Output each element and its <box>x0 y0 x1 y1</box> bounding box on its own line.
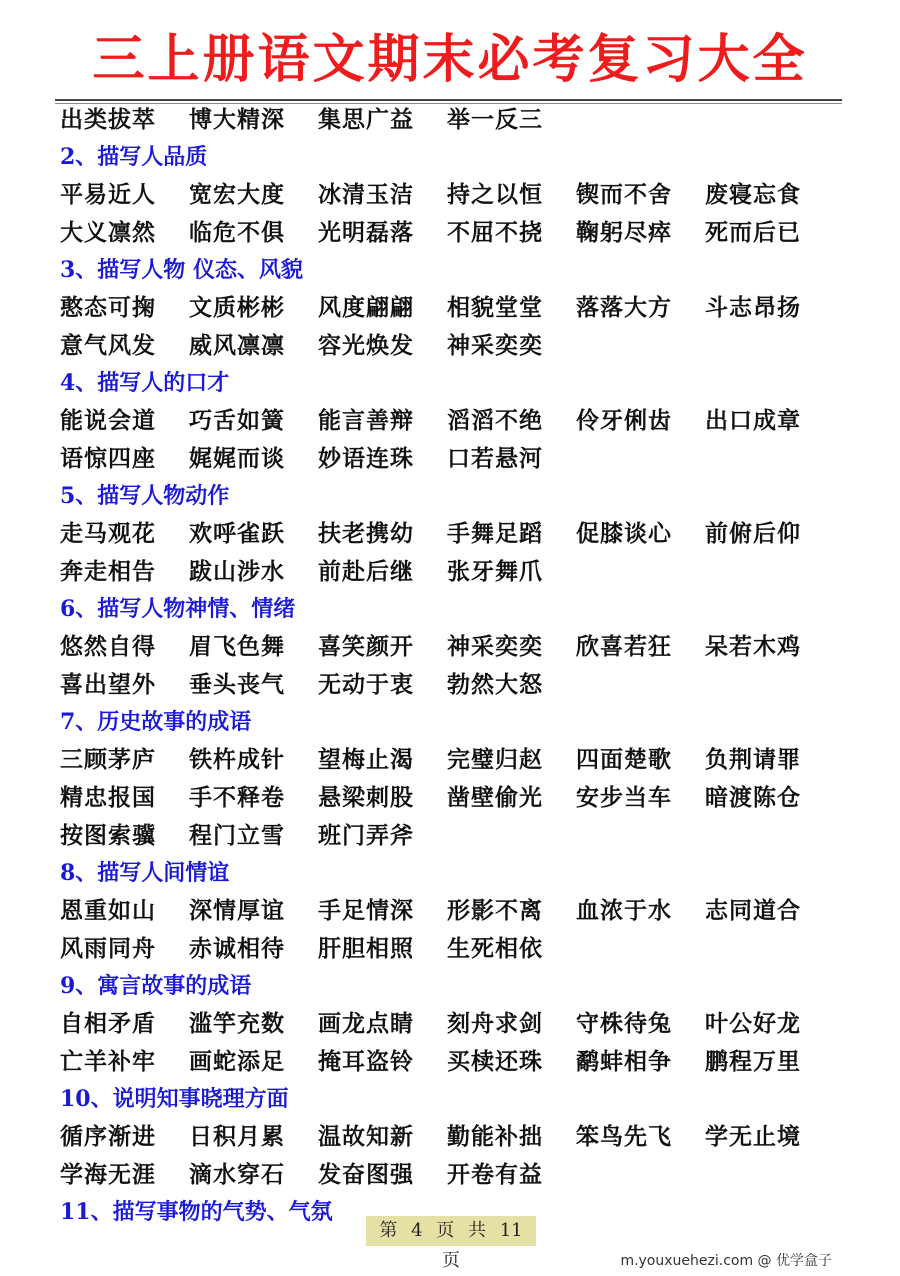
idiom: 刻舟求剑 <box>447 1010 543 1037</box>
idiom: 恩重如山 <box>60 897 156 924</box>
idiom: 暗渡陈仓 <box>705 784 801 811</box>
section-heading: 7、历史故事的成语 <box>60 709 252 735</box>
current-page-number: 4 <box>411 1220 423 1241</box>
idiom: 憨态可掬 <box>60 294 156 321</box>
idiom: 滔滔不绝 <box>447 407 543 434</box>
idiom: 画龙点睛 <box>318 1010 414 1037</box>
idiom: 走马观花 <box>60 520 156 547</box>
idiom-row <box>60 1043 860 1081</box>
section-heading: 10、说明知事晓理方面 <box>60 1086 289 1112</box>
idiom: 集思广益 <box>318 106 414 133</box>
idiom: 威风凛凛 <box>189 332 285 359</box>
idiom: 前赴后继 <box>318 558 414 585</box>
idiom: 自相矛盾 <box>60 1010 156 1037</box>
idiom: 扶老携幼 <box>318 520 414 547</box>
section <box>60 478 860 591</box>
idiom: 冰清玉洁 <box>318 181 414 208</box>
idiom-row <box>60 214 860 252</box>
idiom: 宽宏大度 <box>189 181 285 208</box>
idiom: 程门立雪 <box>189 822 285 849</box>
idiom-row <box>60 1005 860 1043</box>
section <box>60 855 860 968</box>
idiom: 平易近人 <box>60 181 156 208</box>
idiom-row <box>60 402 860 440</box>
idiom-row <box>60 892 860 930</box>
idiom: 手舞足蹈 <box>447 520 543 547</box>
section-heading: 11、描写事物的气势、气氛 <box>60 1199 333 1225</box>
idiom: 血浓于水 <box>576 897 672 924</box>
idiom: 勤能补拙 <box>447 1123 543 1150</box>
idiom: 语惊四座 <box>60 445 156 472</box>
page-text-page: 页 <box>436 1220 455 1241</box>
idiom: 学无止境 <box>705 1123 801 1150</box>
idiom: 能说会道 <box>60 407 156 434</box>
page-title: 三上册语文期末必考复习大全 <box>92 30 808 90</box>
idiom-row <box>60 1118 860 1156</box>
page-text-prefix: 第 <box>379 1220 398 1241</box>
idiom: 按图索骥 <box>60 822 156 849</box>
idiom: 形影不离 <box>447 897 543 924</box>
idiom: 斗志昂扬 <box>705 294 801 321</box>
idiom: 欢呼雀跃 <box>189 520 285 547</box>
section-heading: 9、寓言故事的成语 <box>60 973 252 999</box>
idiom: 喜笑颜开 <box>318 633 414 660</box>
idiom: 勃然大怒 <box>447 671 543 698</box>
idiom: 跋山涉水 <box>189 558 285 585</box>
idiom: 手不释卷 <box>189 784 285 811</box>
section <box>60 1081 860 1194</box>
idiom: 鞠躬尽瘁 <box>576 219 672 246</box>
idiom: 望梅止渴 <box>318 746 414 773</box>
idiom: 博大精深 <box>189 106 285 133</box>
section <box>60 968 860 1081</box>
page-indicator <box>366 1216 536 1271</box>
site-watermark: m.youxuehezi.com @ 优学盒子 <box>620 1253 832 1269</box>
idiom: 神采奕奕 <box>447 633 543 660</box>
idiom: 意气风发 <box>60 332 156 359</box>
idiom: 张牙舞爪 <box>447 558 543 585</box>
section-heading: 3、描写人物 仪态、风貌 <box>60 257 303 283</box>
idiom: 出口成章 <box>705 407 801 434</box>
idiom: 滴水穿石 <box>189 1161 285 1188</box>
idiom: 巧舌如簧 <box>189 407 285 434</box>
idiom: 容光焕发 <box>318 332 414 359</box>
total-pages-number: 11 <box>499 1220 523 1241</box>
idiom: 志同道合 <box>705 897 801 924</box>
idiom-row <box>60 817 860 855</box>
idiom: 肝胆相照 <box>318 935 414 962</box>
idiom: 赤诚相待 <box>189 935 285 962</box>
idiom: 口若悬河 <box>447 445 543 472</box>
idiom: 掩耳盗铃 <box>318 1048 414 1075</box>
idiom: 日积月累 <box>189 1123 285 1150</box>
idiom: 悬梁刺股 <box>318 784 414 811</box>
idiom: 悠然自得 <box>60 633 156 660</box>
idiom: 前俯后仰 <box>705 520 801 547</box>
idiom: 神采奕奕 <box>447 332 543 359</box>
idiom: 促膝谈心 <box>576 520 672 547</box>
idiom: 铁杵成针 <box>189 746 285 773</box>
section <box>60 365 860 478</box>
idiom-row <box>60 666 860 704</box>
idiom: 亡羊补牢 <box>60 1048 156 1075</box>
idiom-row <box>60 289 860 327</box>
idiom-list <box>60 101 860 1231</box>
idiom: 画蛇添足 <box>189 1048 285 1075</box>
idiom: 守株待兔 <box>576 1010 672 1037</box>
idiom: 四面楚歌 <box>576 746 672 773</box>
idiom: 垂头丧气 <box>189 671 285 698</box>
idiom-row <box>60 741 860 779</box>
section <box>60 704 860 855</box>
idiom: 呆若木鸡 <box>705 633 801 660</box>
section-heading: 2、描写人品质 <box>60 144 208 170</box>
idiom: 买椟还珠 <box>447 1048 543 1075</box>
section <box>60 252 860 365</box>
idiom: 欣喜若狂 <box>576 633 672 660</box>
idiom: 奔走相告 <box>60 558 156 585</box>
idiom: 开卷有益 <box>447 1161 543 1188</box>
idiom: 鹬蚌相争 <box>576 1048 672 1075</box>
idiom: 班门弄斧 <box>318 822 414 849</box>
idiom: 发奋图强 <box>318 1161 414 1188</box>
idiom: 无动于衷 <box>318 671 414 698</box>
idiom: 不屈不挠 <box>447 219 543 246</box>
section <box>60 139 860 252</box>
section-heading: 5、描写人物动作 <box>60 483 230 509</box>
section-heading: 6、描写人物神情、情绪 <box>60 596 296 622</box>
idiom: 临危不俱 <box>189 219 285 246</box>
idiom-row <box>60 930 860 968</box>
idiom: 三顾茅庐 <box>60 746 156 773</box>
idiom: 文质彬彬 <box>189 294 285 321</box>
idiom: 妙语连珠 <box>318 445 414 472</box>
idiom-row <box>60 628 860 666</box>
idiom: 风度翩翩 <box>318 294 414 321</box>
idiom: 眉飞色舞 <box>189 633 285 660</box>
idiom: 负荆请罪 <box>705 746 801 773</box>
idiom: 叶公好龙 <box>705 1010 801 1037</box>
idiom: 持之以恒 <box>447 181 543 208</box>
idiom: 风雨同舟 <box>60 935 156 962</box>
idiom: 笨鸟先飞 <box>576 1123 672 1150</box>
section-heading: 4、描写人的口才 <box>60 370 230 396</box>
section <box>60 101 860 139</box>
page-text-total: 共 <box>468 1220 486 1241</box>
idiom: 精忠报国 <box>60 784 156 811</box>
idiom: 出类拔萃 <box>60 106 156 133</box>
idiom: 手足情深 <box>318 897 414 924</box>
idiom: 循序渐进 <box>60 1123 156 1150</box>
idiom: 相貌堂堂 <box>447 294 543 321</box>
idiom: 废寝忘食 <box>705 181 801 208</box>
idiom-row <box>60 1156 860 1194</box>
idiom-row <box>60 553 860 591</box>
section-heading: 8、描写人间情谊 <box>60 860 230 886</box>
idiom-row <box>60 779 860 817</box>
idiom: 滥竽充数 <box>189 1010 285 1037</box>
idiom: 安步当车 <box>576 784 672 811</box>
idiom: 锲而不舍 <box>576 181 672 208</box>
idiom-row <box>60 440 860 478</box>
idiom: 大义凛然 <box>60 219 156 246</box>
idiom: 凿壁偷光 <box>447 784 543 811</box>
idiom-row <box>60 327 860 365</box>
idiom: 温故知新 <box>318 1123 414 1150</box>
idiom-row <box>60 176 860 214</box>
idiom: 喜出望外 <box>60 671 156 698</box>
idiom-row <box>60 101 860 139</box>
idiom: 完璧归赵 <box>447 746 543 773</box>
idiom: 娓娓而谈 <box>189 445 285 472</box>
idiom: 伶牙俐齿 <box>576 407 672 434</box>
idiom: 深情厚谊 <box>189 897 285 924</box>
idiom: 鹏程万里 <box>705 1048 801 1075</box>
idiom: 落落大方 <box>576 294 672 321</box>
idiom: 能言善辩 <box>318 407 414 434</box>
idiom: 光明磊落 <box>318 219 414 246</box>
idiom: 死而后已 <box>705 219 801 246</box>
idiom-row <box>60 515 860 553</box>
idiom: 学海无涯 <box>60 1161 156 1188</box>
page-text-suffix: 页 <box>442 1250 460 1271</box>
section <box>60 591 860 704</box>
idiom: 生死相依 <box>447 935 543 962</box>
idiom: 举一反三 <box>447 106 543 133</box>
